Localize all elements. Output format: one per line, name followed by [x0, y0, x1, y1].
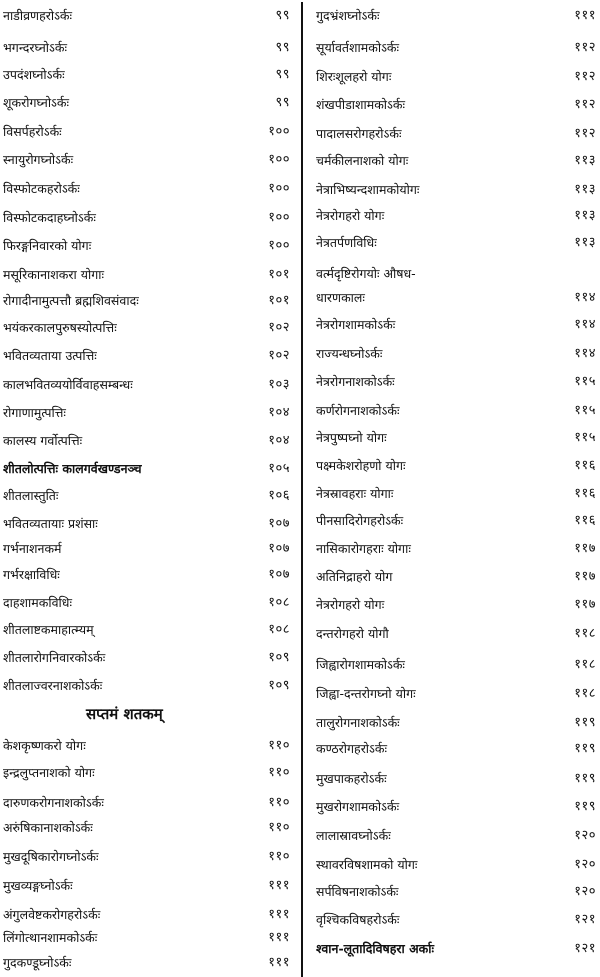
entry-title: जिह्वा-दन्तरोगघ्नो योगः: [316, 686, 416, 701]
entry-title: भवितव्यतायाः प्रशंसाः: [3, 516, 98, 531]
entry-page-number: ११०: [268, 820, 290, 835]
entry-page-number: १०४: [268, 405, 290, 420]
entry-page-number: ११३: [574, 153, 596, 168]
entry-page-number: ११७: [574, 569, 596, 584]
entry-title: वृश्चिकविषहरोऽर्कः: [316, 912, 400, 927]
entry-title: अंगुलवेष्टकरोगहरोऽर्कः: [3, 907, 101, 922]
entry-page-number: १००: [268, 124, 290, 139]
entry-page-number: १०८: [268, 622, 290, 637]
entry-title: शीतलोत्पत्तिः कालगर्वखण्डनञ्च: [3, 461, 142, 476]
entry-page-number: ११५: [574, 374, 596, 389]
entry-title: शीतलास्तुतिः: [3, 488, 59, 503]
entry-title: नेत्रपुष्पघ्नो योगः: [316, 430, 387, 445]
entry-page-number: १२०: [574, 828, 596, 843]
entry-title: नेत्ररोगहरो योगः: [316, 597, 385, 612]
entry-page-number: ११६: [574, 458, 596, 473]
entry-page-number: १२०: [574, 884, 596, 899]
entry-title: सर्पविषनाशकोऽर्कः: [316, 884, 399, 899]
entry-title: कालभवितव्ययोर्विवाहसम्बन्धः: [3, 377, 133, 392]
entry-page-number: १२१: [574, 941, 596, 956]
entry-title: विस्फोटकदाहघ्नोऽर्कः: [3, 210, 96, 225]
toc-right-column: [310, 0, 600, 977]
entry-page-number: ११८: [574, 626, 596, 641]
entry-title: चर्मकीलनाशको योगः: [316, 153, 409, 168]
entry-title: रोगादीनामुत्पत्तौ ब्रह्मशिवसंवादः: [3, 293, 139, 308]
entry-title: सूर्यावर्तशामकोऽर्कः: [316, 40, 400, 55]
entry-page-number: ११९: [574, 741, 596, 756]
entry-title: उपदंशघ्नोऽर्कः: [3, 67, 65, 82]
entry-title: नेत्रतर्पणविधिः: [316, 235, 377, 250]
entry-title: मुखपाकहरोऽर्कः: [316, 771, 387, 786]
entry-title: नाडीव्रणहरोऽर्कः: [3, 8, 73, 23]
entry-page-number: १०२: [268, 320, 290, 335]
entry-title: शिरःशूलहरो योगः: [316, 69, 392, 84]
entry-title: दन्तरोगहरो योगौ: [316, 626, 389, 641]
entry-title: इन्द्रलुप्तनाशको योगः: [3, 765, 95, 780]
entry-title: नेत्रस्रावहराः योगाः: [316, 486, 394, 501]
entry-page-number: १०५: [268, 461, 290, 476]
entry-page-number: ११७: [574, 597, 596, 612]
entry-page-number: १०७: [268, 541, 290, 556]
entry-page-number: ११८: [574, 686, 596, 701]
entry-page-number: १२०: [574, 857, 596, 872]
entry-page-number: १०९: [268, 650, 290, 665]
entry-page-number: ११३: [574, 235, 596, 250]
entry-title: शीतलाष्टकमाहात्म्यम्: [3, 622, 94, 637]
entry-title: नेत्राभिष्यन्दशामकोयोगः: [316, 182, 420, 197]
entry-title: शूकरोगघ्नोऽर्कः: [3, 95, 70, 110]
entry-page-number: १०९: [268, 678, 290, 693]
entry-title: रोगाणामुत्पत्तिः: [3, 405, 66, 420]
entry-title: शीतलारोगनिवारकोऽर्कः: [3, 650, 106, 665]
entry-page-number: ९९: [275, 67, 290, 82]
entry-page-number: ११०: [268, 765, 290, 780]
entry-title: पक्ष्मकेशरोहणो योगः: [316, 458, 406, 473]
entry-page-number: ९९: [275, 8, 290, 23]
entry-page-number: ११६: [574, 513, 596, 528]
entry-page-number: ११३: [574, 208, 596, 223]
entry-page-number: ११५: [574, 403, 596, 418]
entry-page-number: ११२: [574, 40, 596, 55]
entry-page-number: १०४: [268, 433, 290, 448]
entry-title: तालुरोगनाशकोऽर्कः: [316, 715, 400, 730]
entry-page-number: १००: [268, 238, 290, 253]
entry-title: पादालसरोगहरोऽर्कः: [316, 126, 402, 141]
entry-page-number: ११८: [574, 657, 596, 672]
entry-title: स्थावरविषशामको योगः: [316, 857, 418, 872]
entry-title: अतिनिद्राहरो योग: [316, 569, 393, 584]
entry-title: विस्फोटकहरोऽर्कः: [3, 181, 80, 196]
entry-title: विसर्पहरोऽर्कः: [3, 124, 62, 139]
entry-title: केशकृष्णकरो योगः: [3, 738, 86, 753]
entry-title: गर्भनाशनकर्म: [3, 541, 62, 556]
entry-page-number: ११७: [574, 541, 596, 556]
entry-page-number: ११०: [268, 738, 290, 753]
entry-title: लालास्रावघ्नोऽर्कः: [316, 828, 391, 843]
entry-page-number: १०२: [268, 348, 290, 363]
entry-title: गर्भरक्षाविधिः: [3, 567, 60, 582]
entry-title: कण्ठरोगहरोऽर्कः: [316, 741, 388, 756]
entry-page-number: १११: [268, 930, 290, 945]
entry-page-number: ११९: [574, 771, 596, 786]
entry-page-number: ११४: [574, 290, 596, 305]
entry-page-number: १०३: [268, 377, 290, 392]
entry-page-number: ११५: [574, 430, 596, 445]
entry-page-number: ११४: [574, 317, 596, 332]
entry-page-number: ११२: [574, 69, 596, 84]
entry-title: कर्णरोगनाशकोऽर्कः: [316, 403, 400, 418]
entry-page-number: १११: [268, 907, 290, 922]
entry-page-number: १०७: [268, 516, 290, 531]
entry-title: दाहशामकविधिः: [3, 595, 72, 610]
entry-title: भगन्दरघ्नोऽर्कः: [3, 40, 67, 55]
entry-title: भयंकरकालपुरुषस्योत्पत्तिः: [3, 320, 117, 335]
entry-page-number: १११: [574, 8, 596, 23]
entry-title: शीतलाज्वरनाशकोऽर्कः: [3, 678, 103, 693]
entry-page-number: १०८: [268, 595, 290, 610]
entry-title: कालस्य गर्वोत्पत्तिः: [3, 433, 83, 448]
entry-title: वर्त्मदृष्टिरोगयोः औषध-: [316, 266, 416, 281]
entry-title: नेत्ररोगनाशकोऽर्कः: [316, 374, 395, 389]
entry-page-number: १००: [268, 152, 290, 167]
column-divider: [301, 2, 303, 977]
entry-title: फिरङ्गनिवारको योगः: [3, 238, 92, 253]
entry-page-number: १००: [268, 181, 290, 196]
entry-title: गुदकण्डूघ्नोऽर्कः: [3, 955, 72, 970]
entry-title: शंखपीडाशामकोऽर्कः: [316, 97, 406, 112]
entry-page-number: ९९: [275, 95, 290, 110]
entry-page-number: ११२: [574, 126, 596, 141]
entry-page-number: ११९: [574, 715, 596, 730]
entry-page-number: ११०: [268, 795, 290, 810]
entry-page-number: १२१: [574, 912, 596, 927]
entry-page-number: ९९: [275, 40, 290, 55]
entry-page-number: १०१: [268, 267, 290, 282]
entry-title: श्वान-लूतादिविषहरा अर्काः: [316, 941, 435, 956]
entry-title: नेत्ररोगशामकोऽर्कः: [316, 317, 396, 332]
entry-title: मुखरोगशामकोऽर्कः: [316, 799, 400, 814]
entry-title: नेत्ररोगहरो योगः: [316, 208, 385, 223]
entry-page-number: १०७: [268, 567, 290, 582]
entry-page-number: ११३: [574, 182, 596, 197]
entry-title: जिह्वारोगशामकोऽर्कः: [316, 657, 405, 672]
entry-title: अरुंषिकानाशकोऽर्कः: [3, 820, 93, 835]
entry-page-number: १००: [268, 210, 290, 225]
entry-page-number: १११: [268, 955, 290, 970]
entry-title: मसूरिकानाशकरा योगाः: [3, 267, 104, 282]
entry-page-number: १०६: [268, 488, 290, 503]
entry-title: नासिकारोगहराः योगाः: [316, 541, 411, 556]
entry-title: मुखव्यङ्गघ्नोऽर्कः: [3, 878, 73, 893]
entry-title: पीनसादिरोगहरोऽर्कः: [316, 513, 404, 528]
entry-page-number: १११: [268, 878, 290, 893]
entry-page-number: ११९: [574, 799, 596, 814]
entry-page-number: ११६: [574, 486, 596, 501]
entry-title: स्नायुरोगघ्नोऽर्कः: [3, 152, 74, 167]
entry-page-number: १०१: [268, 293, 290, 308]
entry-title: भवितव्यताया उत्पत्तिः: [3, 348, 97, 363]
entry-title: लिंगोत्थानशामकोऽर्कः: [3, 930, 98, 945]
entry-page-number: ११०: [268, 849, 290, 864]
entry-page-number: ११२: [574, 97, 596, 112]
entry-title: दारुणकरोगनाशकोऽर्कः: [3, 795, 104, 810]
entry-title: राज्यन्धघ्नोऽर्कः: [316, 346, 383, 361]
entry-title: सप्तमं शतकम्: [86, 705, 163, 723]
entry-title: मुखदूषिकारोगघ्नोऽर्कः: [3, 849, 99, 864]
entry-title: गुदभ्रंशघ्नोऽर्कः: [316, 8, 380, 23]
entry-page-number: ११४: [574, 346, 596, 361]
entry-title: धारणकालः: [316, 290, 365, 305]
